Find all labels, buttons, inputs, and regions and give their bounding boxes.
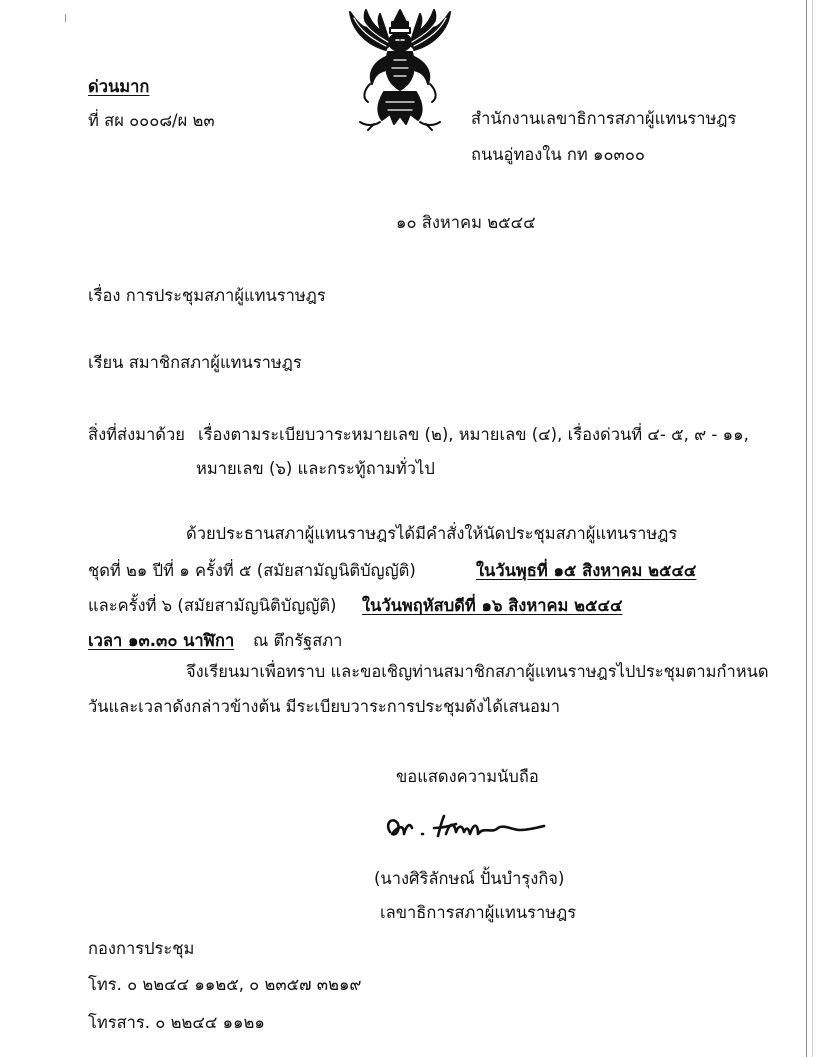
closing-line: ขอแสดงความนับถือ (396, 767, 539, 786)
paragraph-1-line-3-a: และครั้งที่ ๖ (สมัยสามัญนิติบัญญัติ) (88, 596, 337, 615)
garuda-emblem-icon (334, 6, 466, 132)
reference-number: ที่ สผ ๐๐๐๘/ผ ๒๓ (88, 111, 215, 130)
attachment-label: สิ่งที่ส่งมาด้วย (88, 425, 185, 444)
paragraph-2-line-1: จึงเรียนมาเพื่อทราบ และขอเชิญท่านสมาชิกสภาผู้แทนราษฎรไปประชุมตามกำหนด (186, 662, 769, 681)
paragraph-1-line-1: ด้วยประธานสภาผู้แทนราษฎรได้มีคำสั่งให้นัดประชุมสภาผู้แทนราษฎร (186, 524, 678, 543)
scan-edge-line (812, 0, 813, 1057)
department-name: กองการประชุม (88, 939, 195, 958)
urgency-label: ด่วนมาก (88, 77, 150, 96)
letter-date: ๑๐ สิงหาคม ๒๕๔๔ (396, 213, 536, 232)
attachment-line-2: หมายเลข (๖) และกระทู้ถามทั่วไป (196, 459, 435, 478)
scan-mark (65, 14, 66, 22)
scan-edge-line (806, 0, 807, 1057)
phone-numbers: โทร. ๐ ๒๒๔๔ ๑๑๒๕, ๐ ๒๓๕๗ ๓๒๑๙ (88, 975, 362, 994)
office-address: ถนนอู่ทองใน กท ๑๐๓๐๐ (471, 145, 645, 164)
signer-name: (นางศิริลักษณ์ ปั้นบำรุงกิจ) (374, 869, 565, 888)
attachment-line-1: เรื่องตามระเบียบวาระหมายเลข (๒), หมายเลข (๔), เรื่องด่วนที่ ๔- ๕, ๙ - ๑๑, (198, 425, 749, 444)
meeting-venue: ณ ตึกรัฐสภา (253, 631, 343, 650)
paragraph-2-line-2: วันและเวลาดังกล่าวข้างต้น มีระเบียบวาระการประชุมดังได้เสนอมา (88, 697, 561, 716)
office-name: สำนักงานเลขาธิการสภาผู้แทนราษฎร (471, 109, 737, 128)
subject-line: เรื่อง การประชุมสภาผู้แทนราษฎร (88, 286, 326, 305)
handwritten-signature (380, 812, 552, 846)
paragraph-1-line-2-a: ชุดที่ ๒๑ ปีที่ ๑ ครั้งที่ ๕ (สมัยสามัญนิติบัญญัติ) (88, 561, 416, 580)
recipient-line: เรียน สมาชิกสภาผู้แทนราษฎร (88, 353, 302, 372)
meeting-time: เวลา ๑๓.๓๐ นาฬิกา (88, 631, 235, 650)
meeting-date-1: ในวันพุธที่ ๑๕ สิงหาคม ๒๕๔๔ (476, 561, 697, 580)
meeting-date-2: ในวันพฤหัสบดีที่ ๑๖ สิงหาคม ๒๕๔๔ (362, 596, 623, 615)
fax-number: โทรสาร. ๐ ๒๒๔๔ ๑๑๒๑ (88, 1013, 265, 1032)
signer-title: เลขาธิการสภาผู้แทนราษฎร (380, 903, 577, 922)
